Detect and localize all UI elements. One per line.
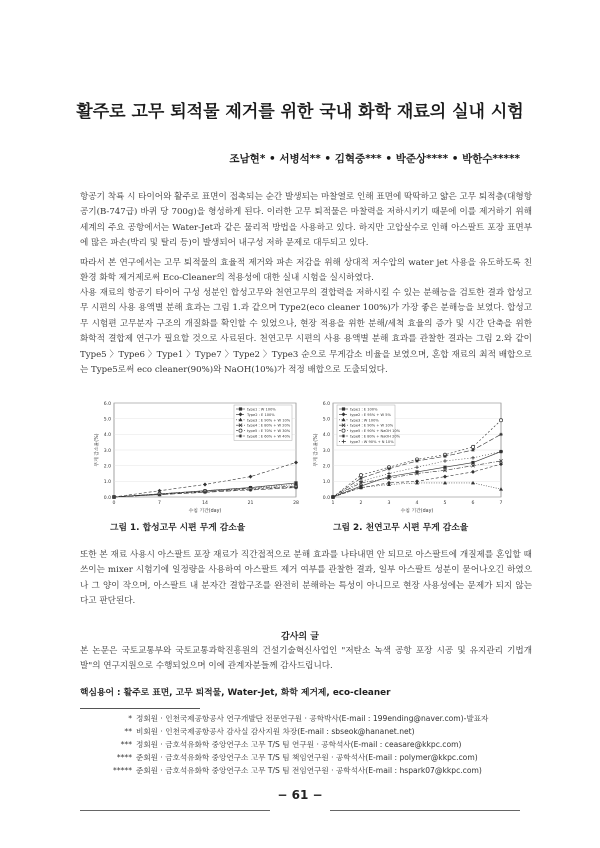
legend-entry: Type2 : E 100% xyxy=(247,412,275,417)
x-tick-label: 5 xyxy=(443,501,447,506)
legend-entry: type4 : E 90% + W 10% xyxy=(350,423,394,428)
x-tick-label: 0 xyxy=(112,501,116,506)
legend-entry: type6 : E 60% + W 40% xyxy=(247,434,291,439)
legend-entry: type3 : E 90% + W 10% xyxy=(247,418,291,423)
legend-entry: type4 : E 80% + W 20% xyxy=(247,423,291,428)
legend-marker xyxy=(239,434,243,438)
y-axis-label: 무게 감소율(%) xyxy=(314,433,319,467)
y-tick-label: 5.0 xyxy=(322,417,330,423)
y-tick-label: 1.0 xyxy=(103,480,111,486)
figure-2-caption: 그림 2. 천연고무 시편 무게 감소율 xyxy=(333,523,469,533)
data-point xyxy=(387,467,391,471)
y-tick-label: 6.0 xyxy=(103,401,111,407)
paragraph-1: 항공기 착륙 시 타이어와 활주로 표면이 접촉되는 순간 발생되는 마찰열로 인해 표면에 딱딱하고 얇은 고무 퇴적층(대형항공기(B-747급) 바퀴 당 700g)을 형성하게 된다. 이러한 고무 퇴적물은 마찰력을 저하시키기 때문에 이를 제거하기 위해 세계의 주요 공항에서는 Water-Jet과 같은 물리적 방법을 사용하고 있다. 하지만 고압살수로 인해 아스팔트 포장 표면부에 많은 파손(박리 및 탈리 등)이 발생되어 내구성 저하 문제로 대두되고 있다. xyxy=(80,192,532,249)
y-tick-label: 1.0 xyxy=(322,480,330,486)
x-tick-label: 4 xyxy=(415,501,419,506)
y-tick-label: 4.0 xyxy=(103,433,111,439)
data-point xyxy=(499,433,503,437)
data-point xyxy=(443,466,446,469)
paper-title: 활주로 고무 퇴적물 제거를 위한 국내 화학 재료의 실내 시험 xyxy=(76,102,524,122)
paragraph-4: 또한 본 재료 사용시 아스팔트 포장 재료가 직간접적으로 분해 효과를 나타내면 안 되므로 아스팔트에 개질제를 혼입할 때 쓰이는 mixer 시험기에 일정량을 사용하여 아스팔트 제거 여부를 관찰한 결과, 일부 아스팔트 성분이 묻어나오긴 하였으나 그 양이 작으며, 아스팔트 내 분자간 결합구조를 완전히 분해하는 특성이 아니므로 현장 사용성에는 문제가 되지 않는다고 판단된다. xyxy=(80,550,532,607)
x-tick-label: 21 xyxy=(247,501,254,506)
data-point xyxy=(158,493,162,497)
x-axis-label: 수침 기간(day) xyxy=(400,509,434,514)
footnote-5: ***** 준회원 · 금호석유화학 중앙연구소 고무 T/S 팀 전임연구원 · 공학석사(E-mail : hspark07@kkpc.com) xyxy=(113,766,482,775)
y-tick-label: 3.0 xyxy=(322,448,330,454)
x-tick-label: 1 xyxy=(331,501,335,506)
data-point xyxy=(112,495,116,499)
data-point xyxy=(294,486,298,490)
x-axis-label: 수침 기간(day) xyxy=(188,509,222,514)
x-tick-label: 7 xyxy=(499,501,503,506)
data-point xyxy=(499,419,502,422)
paragraph-3: 사용 재료의 항공기 타이어 구성 성분인 합성고무와 천연고무의 결합력을 저하시킬 수 있는 분해능을 검토한 결과 합성고무 시편의 사용 용액별 분해 효과는 그림 1.과 같으며 Type2(eco cleaner 100%)가 가장 좋은 분해능을 보였다. 합성고무 시험편 고무분자 구조의 개질화를 확인할 수 있었으나, 현장 적용을 위한 분해/세척 효율의 증가 및 시간 단축을 위한 화학적 결합제 연구가 필요할 것으로 사료된다. 천연고무 시편의 사용 용액별 분해 효과를 관찰한 결과는 그림 2.와 같이 Type5 〉Type6 〉Type1 〉Type7 〉Type2 〉Type3 순으로 무게감소 비율을 보였으며, 혼합 재료의 최적 배합으로는 Type5로써 eco cleaner(90%)와 NaOH(10%)가 적정 배합으로 도출되었다. xyxy=(80,288,532,376)
acknowledgement-heading: 감사의 글 xyxy=(281,632,319,642)
x-tick-label: 2 xyxy=(359,501,363,506)
x-tick-label: 3 xyxy=(387,501,391,506)
footnote-divider xyxy=(80,708,200,709)
footnote-2: ** 비회원 · 인천국제공항공사 감사실 감사지원 차장(E-mail : sbseok@hananet.net) xyxy=(124,727,415,736)
y-tick-label: 0.0 xyxy=(103,495,111,501)
chart-synthetic-rubber xyxy=(86,397,302,517)
legend-marker xyxy=(342,407,345,410)
paragraph-2: 따라서 본 연구에서는 고무 퇴적물의 효율적 제거와 파손 저감을 위해 상대적 저수압의 water jet 사용을 유도하도록 친환경 화학 제거제로써 Eco-Cleaner의 적용성에 대한 실내 시험을 실시하였다. xyxy=(80,258,532,284)
y-tick-label: 5.0 xyxy=(103,417,111,423)
figure-1 xyxy=(86,397,302,521)
figure-1-caption: 그림 1. 합성고무 시편 무게 감소율 xyxy=(110,523,246,533)
data-point xyxy=(203,491,207,495)
x-tick-label: 6 xyxy=(471,501,475,506)
legend-entry: type7 : W 90% + N 10% xyxy=(350,439,394,444)
y-axis-label: 무게 감소율(%) xyxy=(95,433,100,467)
keywords: 핵심용어 : 활주로 표면, 고무 퇴적물, Water-Jet, 화학 제거제, eco-cleaner xyxy=(80,688,391,698)
y-tick-label: 3.0 xyxy=(103,448,111,454)
chart-natural-rubber xyxy=(307,397,507,517)
y-tick-label: 2.0 xyxy=(103,464,111,470)
x-tick-label: 28 xyxy=(293,501,299,506)
footnote-1: * 정회원 · 인천국제공항공사 연구개발단 전문연구원 · 공학박사(E-mail : 199ending@naver.com)-발표자 xyxy=(128,714,489,723)
x-tick-label: 14 xyxy=(202,501,208,506)
legend-entry: type2 : E 95% + W 5% xyxy=(350,412,391,417)
legend-entry: type1 : W 100% xyxy=(247,407,276,412)
legend-entry: type1 : E 100% xyxy=(350,407,378,412)
x-tick-label: 7 xyxy=(158,501,161,506)
footnote-4: **** 준회원 · 금호석유화학 중앙연구소 고무 T/S 팀 책임연구원 · 공학석사(E-mail : polymer@kkpc.com) xyxy=(116,753,478,762)
y-tick-label: 0.0 xyxy=(322,495,330,501)
data-point xyxy=(359,473,362,476)
figure-2 xyxy=(307,397,507,521)
data-point xyxy=(415,459,419,463)
data-point xyxy=(471,461,474,464)
author-list: 조남현* • 서병석** • 김혁중*** • 박준상**** • 박한수***** xyxy=(229,153,520,165)
page-number: − 61 − xyxy=(277,788,323,802)
legend-marker xyxy=(342,434,346,438)
legend-marker xyxy=(239,429,242,432)
legend-entry: type3 : W 100% xyxy=(350,418,379,423)
data-point xyxy=(359,476,363,480)
data-point xyxy=(471,448,475,452)
legend-entry: type6 : E 80% + NaOH 20% xyxy=(350,434,401,439)
data-point xyxy=(471,445,474,448)
y-tick-label: 6.0 xyxy=(322,401,330,407)
legend-marker xyxy=(342,429,345,432)
legend-entry: type5 : E 90% + NaOH 10% xyxy=(350,429,401,434)
footnote-3: *** 정회원 · 금호석유화학 중앙연구소 고무 T/S 팀 연구원 · 공학석사(E-mail : ceasare@kkpc.com) xyxy=(120,740,462,749)
data-point xyxy=(249,488,253,492)
data-point xyxy=(443,454,447,458)
page-rule-left xyxy=(80,810,270,811)
page-rule-right xyxy=(330,810,520,811)
y-tick-label: 2.0 xyxy=(322,464,330,470)
legend-marker xyxy=(239,407,242,410)
y-tick-label: 4.0 xyxy=(322,433,330,439)
acknowledgement-paragraph: 본 논문은 국토교통부와 국토교통과학진흥원의 건설기술혁신사업인 "저탄소 녹색 공항 포장 시공 및 유지관리 기법개발"의 연구지원으로 수행되었으며 이에 관계자분들께 감사드립니다. xyxy=(80,646,532,672)
legend-entry: type5 : E 70% + W 30% xyxy=(247,429,291,434)
